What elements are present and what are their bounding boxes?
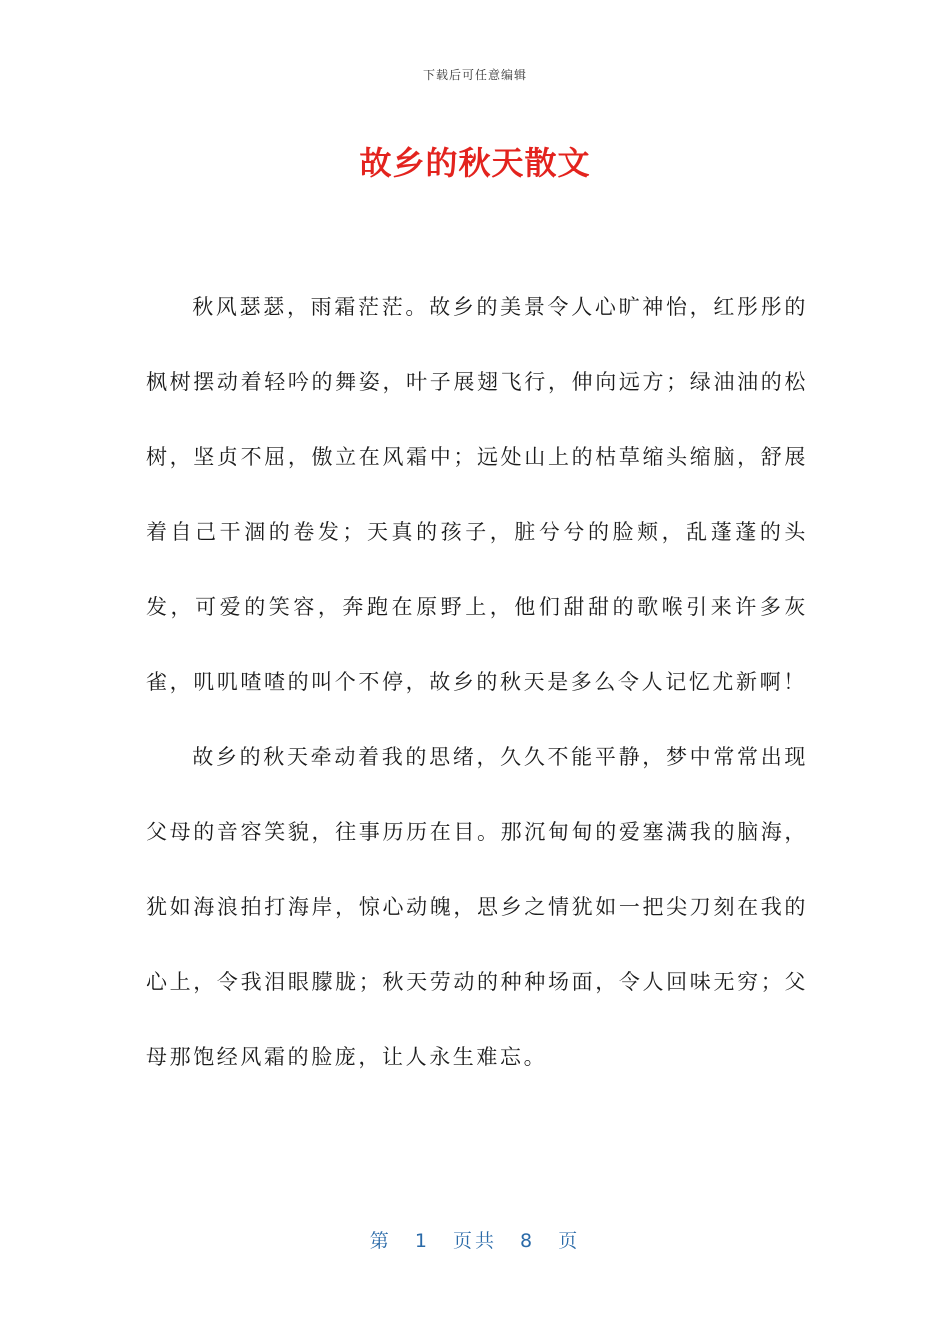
document-body [146, 270, 808, 1095]
footer-suffix: 页 [558, 1230, 581, 1252]
header-note: 下载后可任意编辑 [422, 68, 527, 82]
footer-current-page: 1 [414, 1230, 430, 1252]
page-footer [0, 1226, 950, 1253]
footer-total-pages: 8 [520, 1230, 536, 1252]
paragraph-2: 故乡的秋天牵动着我的思绪，久久不能平静，梦中常常出现父母的音容笑貌，往事历历在目。那沉甸甸的爱塞满我的脑海，犹如海浪拍打海岸，惊心动魄，思乡之情犹如一把尖刀刻在我的心上，令我泪眼朦胧；秋天劳动的种种场面，令人回味无穷；父母那饱经风霜的脸庞，让人永生难忘。 [146, 745, 808, 1069]
paragraph-1: 秋风瑟瑟，雨霜茫茫。故乡的美景令人心旷神怡，红彤彤的枫树摆动着轻吟的舞姿，叶子展翅飞行，伸向远方；绿油油的松树，坚贞不屈，傲立在风霜中；远处山上的枯草缩头缩脑，舒展着自己干涸的卷发；天真的孩子，脏兮兮的脸颊，乱蓬蓬的头发，可爱的笑容，奔跑在原野上，他们甜甜的歌喉引来许多灰雀，叽叽喳喳的叫个不停，故乡的秋天是多么令人记忆尤新啊！ [146, 295, 808, 694]
footer-middle: 页共 [452, 1230, 497, 1252]
footer-prefix: 第 [369, 1230, 392, 1252]
page-title: 故乡的秋天散文 [359, 144, 591, 182]
